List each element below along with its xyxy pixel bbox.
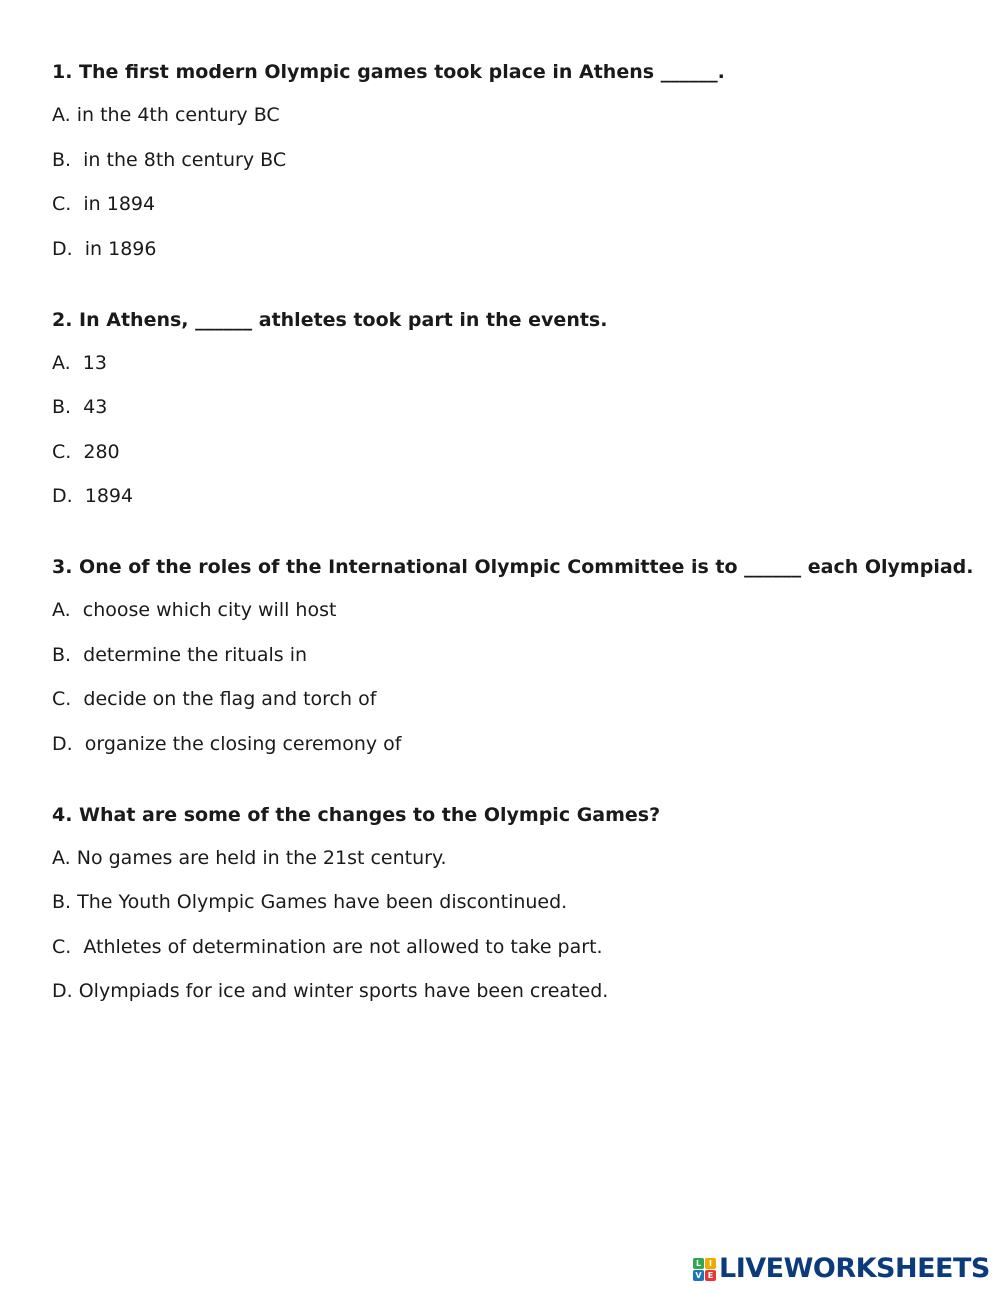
option-b[interactable]: B. The Youth Olympic Games have been discontinued.: [52, 891, 568, 913]
question-text: 1. The first modern Olympic games took place in Athens ______.: [52, 61, 725, 83]
option-a[interactable]: A. choose which city will host: [52, 599, 337, 621]
worksheet: [52, 58, 972, 1048]
option-d[interactable]: D. 1894: [52, 485, 134, 507]
question-3: [52, 553, 972, 758]
logo-mark-cell: E: [705, 1270, 716, 1281]
option-d[interactable]: D. Olympiads for ice and winter sports have been created.: [52, 980, 609, 1002]
logo-mark-icon: [693, 1258, 716, 1281]
option-d[interactable]: D. in 1896: [52, 237, 157, 260]
question-text: 2. In Athens, ______ athletes took part in the events.: [52, 308, 608, 331]
option-b[interactable]: B. in the 8th century BC: [52, 148, 287, 171]
option-a[interactable]: A. No games are held in the 21st century.: [52, 846, 447, 869]
question-1: [52, 58, 972, 263]
option-c[interactable]: C. Athletes of determination are not allowed to take part.: [52, 935, 603, 958]
option-c[interactable]: C. in 1894: [52, 193, 156, 215]
question-text: 3. One of the roles of the International Olympic Committee is to ______ each Olympiad.: [52, 556, 974, 578]
option-c[interactable]: C. decide on the flag and torch of: [52, 688, 377, 710]
logo-mark-cell: V: [693, 1270, 704, 1281]
logo-text: LIVEWORKSHEETS: [719, 1253, 990, 1284]
logo-mark-cell: L: [693, 1258, 704, 1269]
option-a[interactable]: A. 13: [52, 351, 107, 374]
option-a[interactable]: A. in the 4th century BC: [52, 104, 280, 126]
liveworksheets-logo: [693, 1253, 990, 1285]
question-4: [52, 801, 972, 1006]
option-b[interactable]: B. determine the rituals in: [52, 643, 308, 666]
option-c[interactable]: C. 280: [52, 440, 120, 463]
option-b[interactable]: B. 43: [52, 396, 108, 418]
logo-mark-cell: I: [705, 1258, 716, 1269]
question-2: [52, 306, 972, 511]
question-text: 4. What are some of the changes to the Olympic Games?: [52, 803, 661, 826]
option-d[interactable]: D. organize the closing ceremony of: [52, 732, 402, 755]
